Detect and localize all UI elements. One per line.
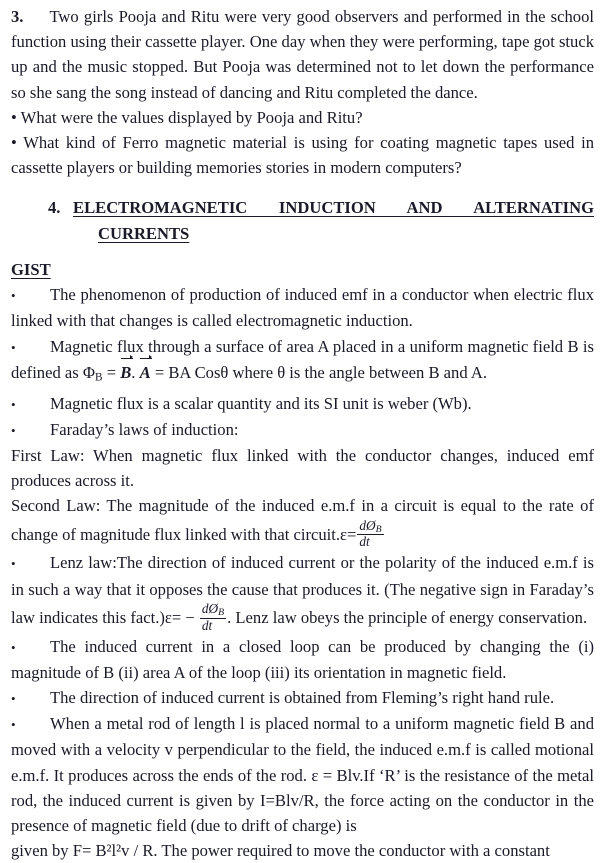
flux-rate-fraction	[357, 519, 383, 551]
question-3-number: 3.	[11, 7, 24, 26]
gist-item-text: Magnetic flux through a surface of area A placed in a uniform magnetic field B is defined as	[11, 336, 594, 382]
fraction-numerator: $dØ_B$	[359, 517, 382, 535]
gist-item-text: The induced current in a closed loop can be produced by changing the (i) magnitude of B (ii) area A of the loop (iii) its orientation in magnetic field.	[11, 636, 594, 682]
faraday-second-law-text: Second Law: The magnitude of the induced e.m.f in a circuit is equal to the rate of change of magnitude flux linked with that circuit.ε=	[11, 496, 594, 544]
phi-subscript: B	[95, 371, 103, 384]
gist-item-emi-definition	[11, 282, 594, 333]
dot-product-symbol: .	[131, 362, 136, 382]
chapter-number: 4.	[48, 198, 61, 218]
phi-symbol: $\Phi_B$	[82, 362, 103, 384]
bullet-icon: •	[11, 422, 16, 438]
equals-1: =	[102, 362, 121, 382]
chapter-title-line-2	[73, 221, 594, 246]
fraction-denominator: dt	[200, 618, 226, 634]
gist-section	[11, 246, 594, 863]
bullet-icon: •	[11, 691, 16, 706]
gist-item-text: The phenomenon of production of induced emf in a conductor when electric flux linked with that changes is called electromagnetic induction.	[11, 285, 594, 331]
gist-item-faraday-laws	[11, 417, 594, 443]
bullet-icon: •	[11, 339, 16, 355]
gist-item-motional-emf	[11, 711, 594, 838]
flux-equation-tail: = BA Cosθ where θ is the angle between B and A.	[150, 362, 488, 382]
bullet-icon: •	[11, 639, 16, 655]
lenz-flux-rate-fraction	[200, 602, 226, 634]
sub-question-1: • What were the values displayed by Pooja and Ritu?	[11, 107, 363, 127]
bullet-icon: •	[11, 288, 16, 304]
lenz-law-text-after: . Lenz law obeys the principle of energy conservation.	[227, 607, 588, 627]
fraction-numerator: $dØ_B$	[201, 600, 225, 618]
lenz-law-text-before: Lenz law:The direction of induced current or the polarity of the induced e.m.f is in such a way that it opposes the cause that produces it. (The negative sign in Faraday’s law indicates this fact.)ε= −	[11, 553, 594, 627]
gist-item-text: Magnetic flux is a scalar quantity and its SI unit is weber (Wb).	[50, 393, 472, 413]
bullet-icon: •	[11, 396, 16, 412]
vector-b-icon: B	[120, 360, 131, 385]
faraday-second-law	[11, 493, 594, 550]
bullet-icon: •	[11, 717, 16, 733]
question-3-body: Two girls Pooja and Ritu were very good observers and performed in the school function using their cassette player. One day when they were performing, tape got stuck up and the music stopped. But Pooja was determined not to let down the performance so she sang the song instead of dancing and Ritu completed the dance.	[11, 7, 594, 102]
gist-item-magnetic-flux-definition	[11, 334, 594, 391]
chapter-title-text-1: ELECTROMAGNETIC INDUCTION AND ALTERNATING	[73, 198, 594, 218]
bullet-icon: •	[11, 556, 16, 572]
gist-item-lenz-law	[11, 550, 594, 633]
chapter-title-text-2: CURRENTS	[98, 223, 190, 243]
gist-item-flux-scalar	[11, 391, 594, 417]
question-3-paragraph	[11, 4, 594, 105]
gist-item-fleming-right-hand-rule	[11, 685, 594, 711]
chapter-title-line-1	[48, 195, 594, 220]
vector-a-icon: A	[140, 360, 151, 385]
gist-item-text: When a metal rod of length l is placed normal to a uniform magnetic field B and moved with a velocity v perpendicular to the field, the induced e.m.f is called motional e.m.f. It produces across the ends of the rod. ε = Blv.If ‘R’ is the resistance of the metal rod, the induced current is given by I=Blv/R, the force acting on the conductor in the presence of magnetic field (due to drift of charge) is	[11, 714, 594, 836]
clipped-bottom-line: given by F= B²l²v / R. The power required to move the conductor with a constant	[11, 841, 550, 861]
gist-item-induced-current-changes	[11, 634, 594, 685]
fraction-denominator: dt	[357, 534, 383, 550]
gist-heading: GIST	[11, 260, 51, 280]
gist-item-text: The direction of induced current is obtained from Fleming’s right hand rule.	[50, 688, 555, 707]
sub-question-2: • What kind of Ferro magnetic material is using for coating magnetic tapes used in cassette players or building memories stories in modern computers?	[11, 133, 594, 178]
faraday-first-law: First Law: When magnetic flux linked with the conductor changes, induced emf produces across it.	[11, 445, 594, 491]
chapter-heading	[11, 195, 594, 246]
gist-item-text: Faraday’s laws of induction:	[50, 419, 239, 439]
